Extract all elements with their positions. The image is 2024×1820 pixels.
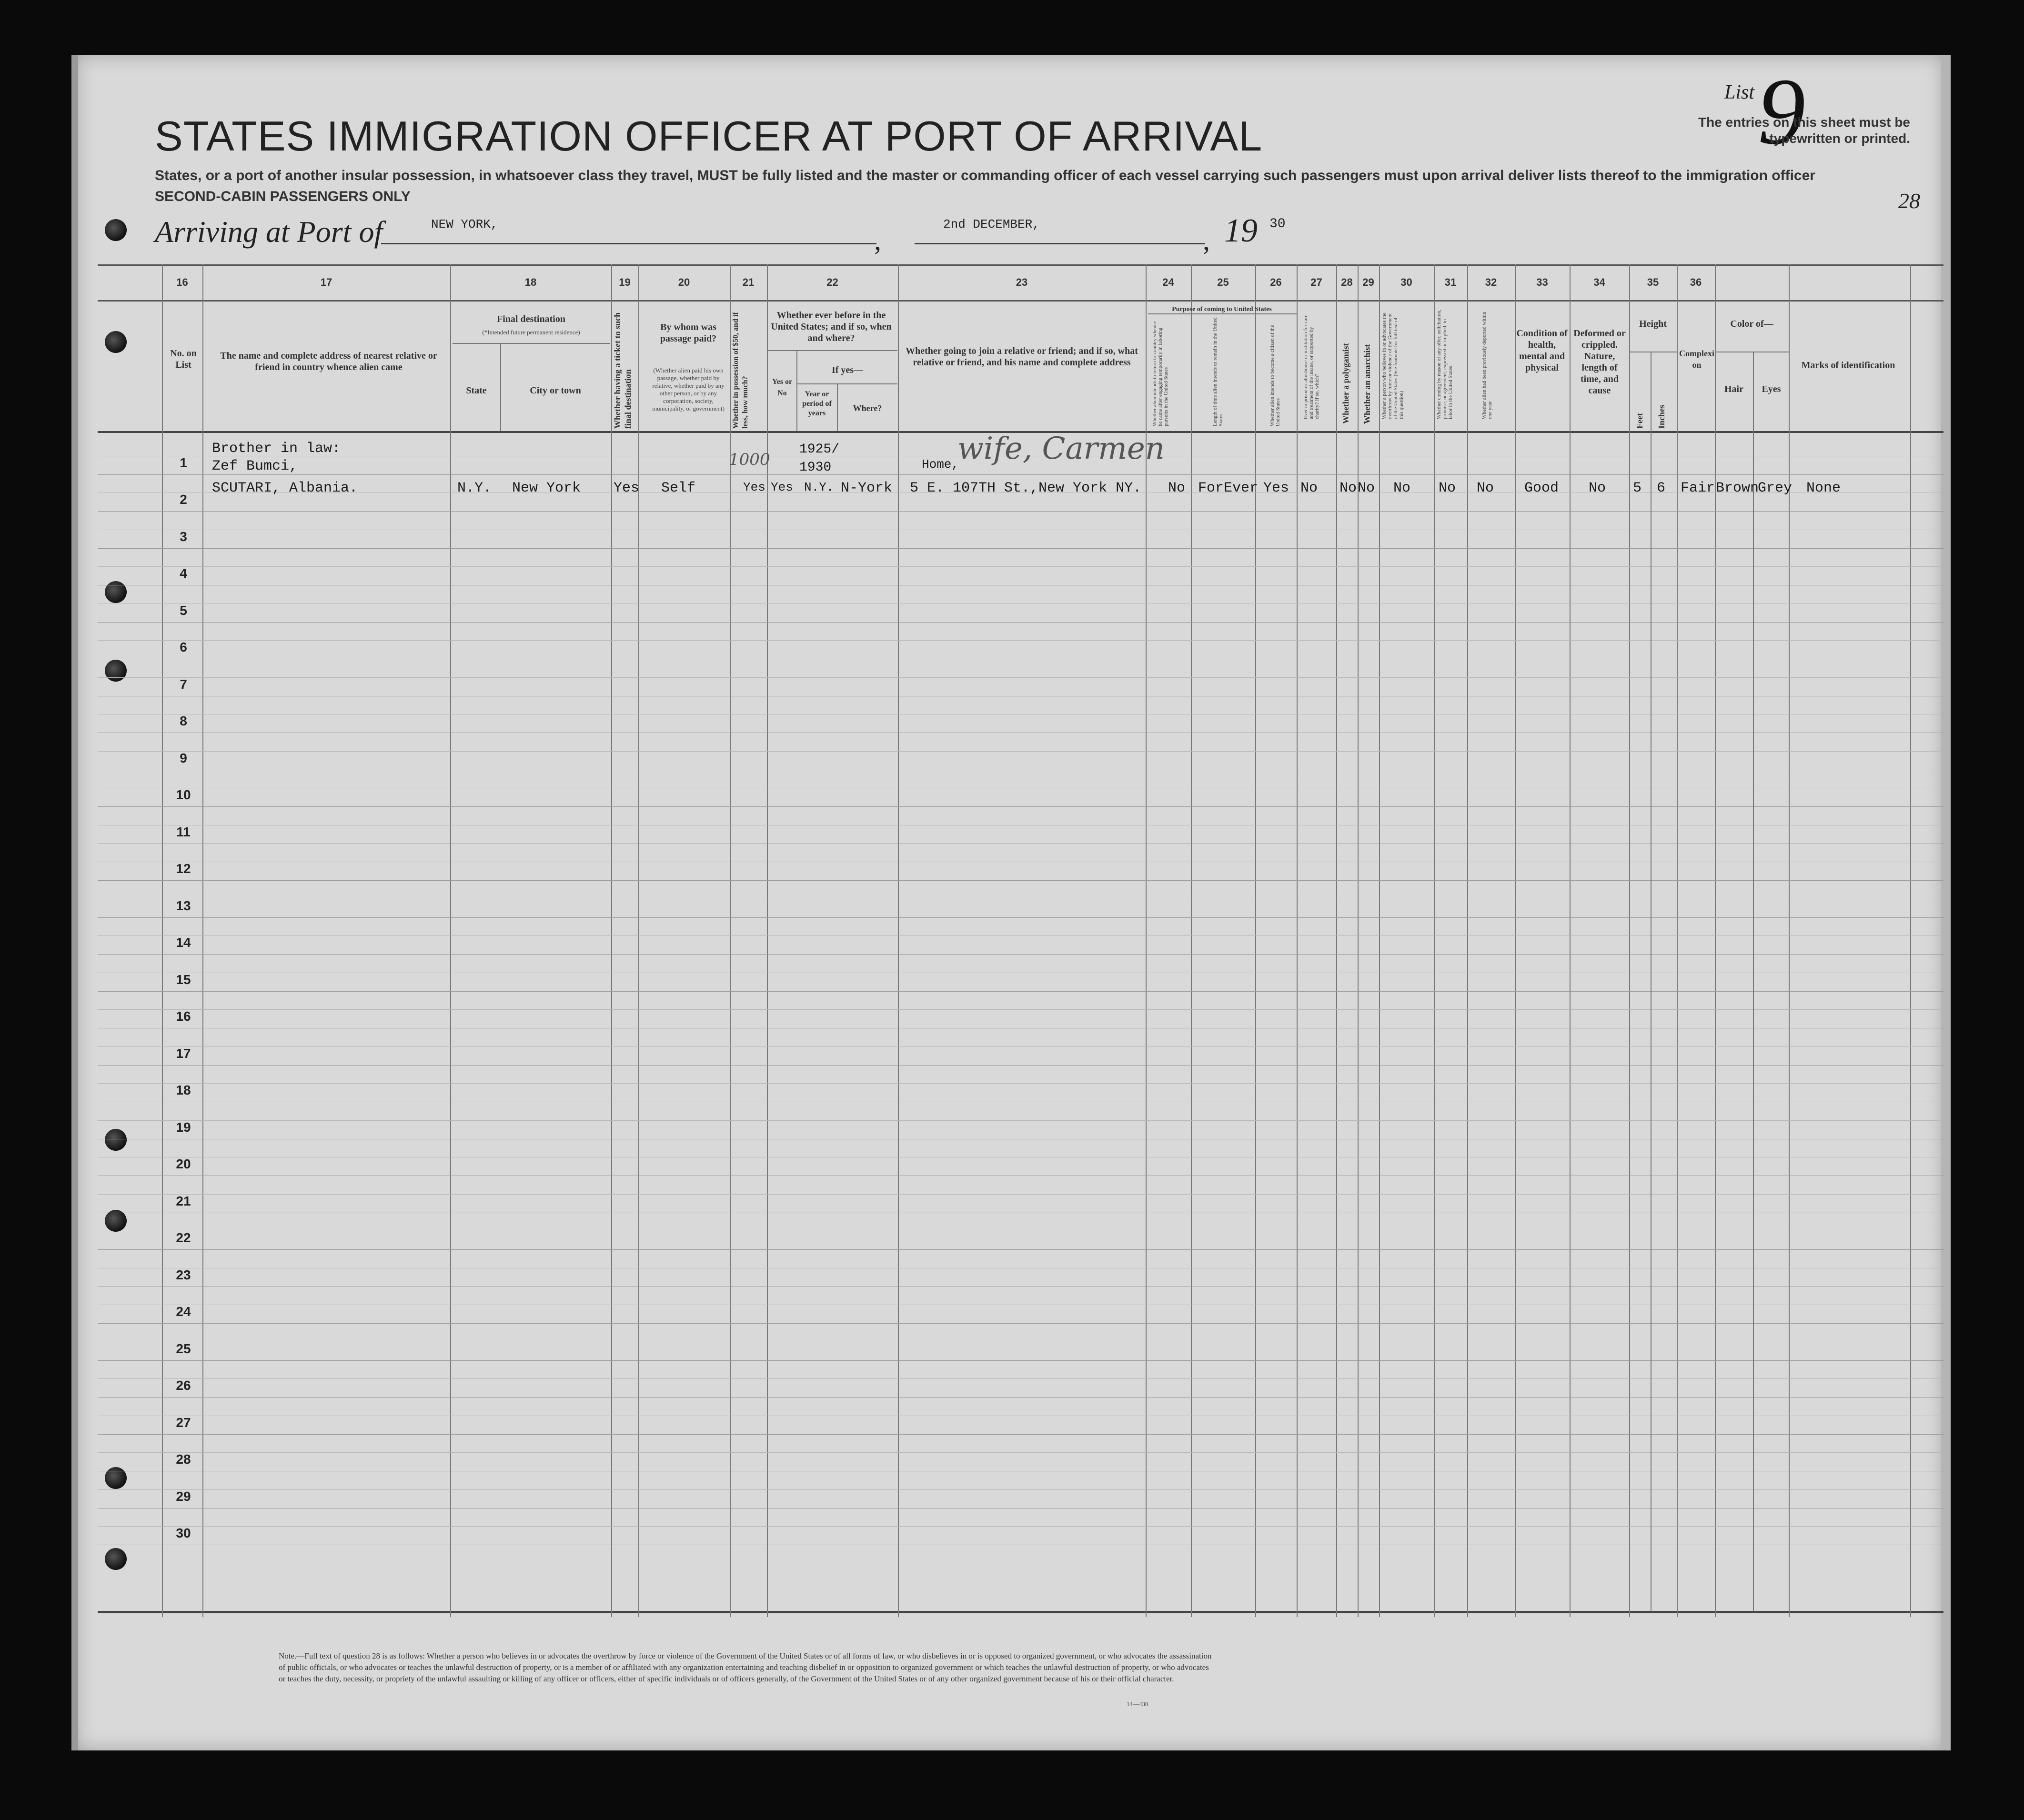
row-number: 7 — [180, 676, 187, 692]
table-bottom-rule — [98, 1611, 1943, 1613]
row-rule — [98, 917, 1943, 918]
row-rule — [98, 1249, 1943, 1250]
binder-hole — [105, 581, 127, 603]
row-number: 6 — [180, 640, 187, 654]
column-number: 24 — [1162, 276, 1174, 288]
header-passage-note: (Whether alien paid his own passage, whether paid by relative, whether paid by any other person, or by any corporation, society, municipality, or government) — [652, 367, 725, 412]
header-hair: Hair — [1724, 384, 1743, 394]
row-number: 3 — [180, 529, 187, 544]
header-before: Whether ever before in the United States; and if so, when and where? — [771, 310, 892, 343]
header-joining: Whether going to join a relative or friend; and if so, what relative or friend, and his name and complete address — [906, 346, 1138, 368]
date-underline — [915, 243, 1205, 244]
row-number: 11 — [176, 824, 191, 839]
column-rule — [898, 264, 899, 1617]
header-nearest-relative: The name and complete address of nearest relative or friend in country whence alien came — [220, 351, 437, 372]
column-rule — [1467, 264, 1468, 1617]
list-label: List — [1724, 81, 1755, 103]
table-top-rule — [98, 264, 1943, 266]
row-number: 10 — [176, 787, 191, 802]
list-number: 9 — [1758, 59, 1805, 164]
header-yes-or-no: Yes or No — [772, 378, 793, 397]
entry-anarchist: No — [1358, 480, 1375, 496]
entry-prison: No — [1300, 480, 1318, 496]
column-rule — [1146, 264, 1147, 1617]
header-purpose-length: Length of time alien intends to remain in the United States — [1212, 317, 1224, 426]
binder-hole — [105, 660, 127, 682]
year-suffix: 30 — [1269, 217, 1286, 231]
entry-complexion: Fair — [1681, 480, 1715, 496]
row-number: 5 — [180, 603, 187, 618]
column-number: 19 — [619, 276, 631, 288]
header-inches: Inches — [1657, 404, 1666, 429]
column-rule — [1677, 264, 1678, 1617]
column-number: 35 — [1647, 276, 1659, 288]
row-subrule — [98, 1378, 1943, 1379]
header-eyes: Eyes — [1762, 384, 1781, 394]
row-number: 30 — [176, 1526, 191, 1540]
entry-eyes: Grey — [1758, 480, 1792, 496]
header-year-period: Year or period of years — [802, 390, 832, 417]
header-q30: Whether alien had been previously deported within one year — [1481, 312, 1493, 419]
header-ticket: Whether having a ticket to such final destination — [613, 312, 633, 429]
column-rule — [162, 264, 163, 1617]
column-number: 29 — [1362, 276, 1374, 288]
column-rule — [1379, 264, 1380, 1617]
row-subrule — [98, 640, 1943, 641]
row-number: 9 — [180, 750, 187, 765]
port-underline — [381, 243, 876, 244]
column-rule — [1715, 264, 1716, 1617]
row-subrule — [98, 1083, 1943, 1084]
entry-city: New York — [512, 480, 581, 496]
column-number: 31 — [1444, 276, 1457, 288]
entry-citizen: Yes — [1263, 480, 1289, 496]
column-rule — [1255, 264, 1256, 1617]
binder-hole — [105, 1129, 127, 1151]
column-number: 22 — [826, 276, 838, 288]
entry-polygamist: No — [1339, 480, 1357, 496]
column-number: 33 — [1536, 276, 1548, 288]
page-edge-right — [1941, 55, 1951, 1750]
row-number: 14 — [176, 935, 191, 950]
entry-q28: No — [1393, 480, 1411, 496]
row-number: 8 — [180, 714, 187, 728]
row-subrule — [98, 1452, 1943, 1453]
row-subrule — [98, 1489, 1943, 1490]
row-number: 24 — [176, 1304, 191, 1319]
entry-ticket: Yes — [614, 480, 640, 496]
header-money: Whether in possession of $50, and if less, how much? — [732, 312, 749, 429]
column-number: 27 — [1310, 276, 1322, 288]
page-title: STATES IMMIGRATION OFFICER AT PORT OF ARRIVAL — [155, 112, 1263, 160]
row-number: 18 — [176, 1083, 191, 1097]
column-number: 16 — [176, 276, 188, 288]
row-number: 17 — [176, 1046, 191, 1061]
column-rule — [1358, 264, 1359, 1617]
header-polygamist: Whether a polygamist — [1341, 343, 1350, 424]
header-complexion: Complexion — [1679, 349, 1714, 370]
entry-joining-handwritten: wife, Carmen — [957, 431, 1165, 466]
row-rule — [98, 622, 1943, 623]
row-subrule — [98, 1526, 1943, 1527]
row-number: 4 — [180, 566, 187, 581]
row-rule — [98, 474, 1943, 475]
entry-inches: 6 — [1657, 480, 1666, 496]
header-passage: By whom was passage paid? — [660, 322, 717, 344]
column-rule — [1570, 264, 1571, 1617]
column-number: 30 — [1400, 276, 1412, 288]
entry-joining: 5 E. 107TH St.,New York NY. — [910, 480, 1142, 496]
header-state: State — [466, 385, 487, 396]
column-rule — [1297, 264, 1298, 1617]
row-rule — [98, 1323, 1943, 1324]
row-subrule — [98, 1194, 1943, 1195]
column-rule — [1629, 264, 1630, 1617]
header-health: Condition of health, mental and physical — [1516, 328, 1568, 373]
column-rule — [1191, 264, 1192, 1617]
comma: , — [874, 224, 881, 256]
row-rule — [98, 548, 1943, 549]
entry-deformed: No — [1589, 480, 1606, 496]
entry-feet: 5 — [1633, 480, 1642, 496]
column-number: 17 — [320, 276, 332, 288]
row-number: 2 — [180, 492, 187, 507]
entries-note: The entries on this sheet must be typewritten or printed. — [1698, 115, 1910, 146]
column-rule — [1515, 264, 1516, 1617]
row-number: 12 — [176, 861, 191, 876]
row-rule — [98, 511, 1943, 512]
binder-hole — [105, 219, 127, 241]
column-number: 26 — [1270, 276, 1282, 288]
entry-marks: None — [1806, 480, 1841, 496]
before-rule — [768, 350, 897, 351]
row-number: 20 — [176, 1156, 191, 1171]
column-rule — [202, 264, 203, 1617]
binder-hole — [105, 1210, 127, 1232]
purpose-rule — [1148, 313, 1297, 314]
row-subrule — [98, 1120, 1943, 1121]
column-number: 32 — [1485, 276, 1497, 288]
entry-joining-prefix: Home, — [922, 457, 959, 472]
row-rule — [98, 954, 1943, 955]
entry-health: Good — [1524, 480, 1559, 496]
manifest-sheet — [76, 55, 1943, 1750]
footnote: Note.—Full text of question 28 is as follows: Whether a person who believes in or advocates the overthrow by force or violence of the Government of the United States or of all forms of law, or who disbelieves in or is opposed to organized government, or who advocates the assassination of public officials, or who advocates or teaches the unlawful destruction of property, or is a member of or affiliated with any organization entertaining and teaching disbelief in or opposition to organized government or which teaches the unlawful destruction of property, or who advocates or teaches the duty, necessity, or propriety of the unlawful assaulting or killing of any officer or officers, either of specific individuals or of officers generally, of the Government of the United States or of any other organized government because of his or their official character. — [279, 1651, 1212, 1683]
header-color-of: Color of— — [1730, 319, 1773, 329]
column-number: 23 — [1016, 276, 1028, 288]
row-number: 28 — [176, 1452, 191, 1467]
page-edge — [71, 55, 78, 1750]
header-if-yes: If yes— — [831, 365, 864, 375]
entry-q30: No — [1477, 480, 1494, 496]
header-purpose-citizen: Whether alien intends to become a citizen of the United States — [1269, 325, 1281, 426]
relative-line-3: SCUTARI, Albania. — [212, 480, 358, 496]
column-number: 34 — [1593, 276, 1605, 288]
column-rule — [450, 264, 451, 1617]
column-rule — [638, 264, 639, 1617]
column-number: 25 — [1217, 276, 1229, 288]
binder-hole — [105, 1548, 127, 1570]
entry-state: N.Y. — [457, 480, 492, 496]
row-subrule — [98, 1046, 1943, 1047]
row-number: 29 — [176, 1488, 191, 1504]
header-height: Height — [1639, 319, 1667, 329]
header-feet: Feet — [1635, 413, 1644, 429]
row-subrule — [98, 935, 1943, 936]
header-prison: Ever in prison or almshouse or institution for care and treatment of the insane, or supported by charity? If so, which? — [1303, 314, 1320, 419]
column-rule — [1789, 264, 1790, 1617]
header-q28: Whether a person who believes in or advocates the overthrow by force or violence of the Government of the United States (See footnote for full text of this question) — [1381, 312, 1404, 419]
header-final-destination-note: (*Intended future permanent residence) — [482, 329, 580, 336]
row-number: 1 — [180, 455, 187, 470]
header-deformed: Deformed or crippled. Nature, length of time, and cause — [1573, 328, 1626, 396]
arriving-label: Arriving at Port of — [155, 215, 383, 249]
hair-eyes-rule — [1753, 352, 1754, 1611]
relative-line-1: Brother in law: — [212, 441, 341, 457]
comma: , — [1203, 224, 1210, 256]
header-marks: Marks of identification — [1801, 360, 1895, 371]
header-q29: Whether coming by reason of any offer, solicitation, promise, or agreement, expressed or implied, to labor in the United States — [1436, 310, 1453, 419]
entry-before: Yes — [771, 480, 793, 494]
year-prefix: 19 — [1224, 212, 1258, 249]
column-rule — [1336, 264, 1337, 1617]
row-number: 16 — [176, 1009, 191, 1024]
column-number: 28 — [1341, 276, 1353, 288]
row-number: 15 — [176, 972, 191, 987]
subtitle: States, or a port of another insular possession, in whatsoever class they travel, MUST be fully listed and the master or commanding officer of each vessel carrying such passengers must upon arrival deliver lists thereof to the immigration officer — [155, 168, 1815, 183]
date-value: 2nd DECEMBER, — [943, 217, 1040, 231]
row-subrule — [98, 751, 1943, 752]
row-rule — [98, 1397, 1943, 1398]
port-value: NEW YORK, — [431, 217, 498, 231]
entry-hair: Brown — [1716, 480, 1759, 496]
entry-where: N-York — [841, 480, 893, 496]
column-number: 36 — [1690, 276, 1702, 288]
row-number: 19 — [176, 1119, 191, 1135]
entry-length: ForEver — [1198, 480, 1259, 496]
row-rule — [98, 991, 1943, 992]
column-number: 21 — [742, 276, 755, 288]
row-rule — [98, 1434, 1943, 1435]
column-number: 18 — [524, 276, 537, 288]
row-number: 25 — [176, 1341, 191, 1356]
header-where: Where? — [853, 403, 882, 413]
final-destination-rule — [453, 343, 610, 344]
entry-years-typed: N.Y. — [804, 480, 834, 494]
form-code: 14—430 — [1127, 1700, 1148, 1708]
entry-return: No — [1168, 480, 1186, 496]
header-city: City or town — [530, 385, 581, 396]
column-rule — [1910, 264, 1911, 1617]
row-rule — [98, 880, 1943, 881]
row-rule — [98, 806, 1943, 807]
binder-hole — [105, 1467, 127, 1489]
header-purpose-return: Whether alien intends to return to country whence he came after engaging temporarily in laboring pursuits in the United States — [1152, 321, 1169, 426]
row-rule — [98, 1065, 1943, 1066]
header-final-destination: Final destination — [497, 314, 565, 324]
row-subrule — [98, 603, 1943, 604]
header-purpose: Purpose of coming to United States — [1172, 306, 1272, 313]
row-subrule — [98, 677, 1943, 678]
header-no-on-list: No. on List — [170, 348, 197, 370]
row-number: 26 — [176, 1378, 191, 1393]
binder-hole — [105, 331, 127, 353]
row-subrule — [98, 1009, 1943, 1010]
row-number: 27 — [176, 1415, 191, 1430]
row-number: 22 — [176, 1230, 191, 1245]
row-number: 21 — [176, 1193, 191, 1208]
entry-years: 1925/ 1930 — [799, 442, 840, 475]
entry-money-handwritten: 1000 — [729, 450, 770, 469]
relative-line-2: Zef Bumci, — [212, 458, 298, 474]
entry-passage: Self — [661, 480, 696, 496]
entry-q29: No — [1439, 480, 1456, 496]
column-number: 20 — [678, 276, 690, 288]
row-subrule — [98, 566, 1943, 567]
row-number: 13 — [176, 898, 191, 913]
row-rule — [98, 1360, 1943, 1361]
column-rule — [1434, 264, 1435, 1617]
class-line: SECOND-CABIN PASSENGERS ONLY — [155, 189, 411, 204]
entry-money: Yes — [743, 480, 765, 494]
header-anarchist: Whether an anarchist — [1362, 344, 1372, 424]
column-rule — [611, 264, 612, 1617]
row-number: 23 — [176, 1267, 191, 1282]
page-number: 28 — [1898, 189, 1920, 213]
if-yes-rule — [797, 383, 897, 384]
column-number-rule — [98, 300, 1943, 302]
